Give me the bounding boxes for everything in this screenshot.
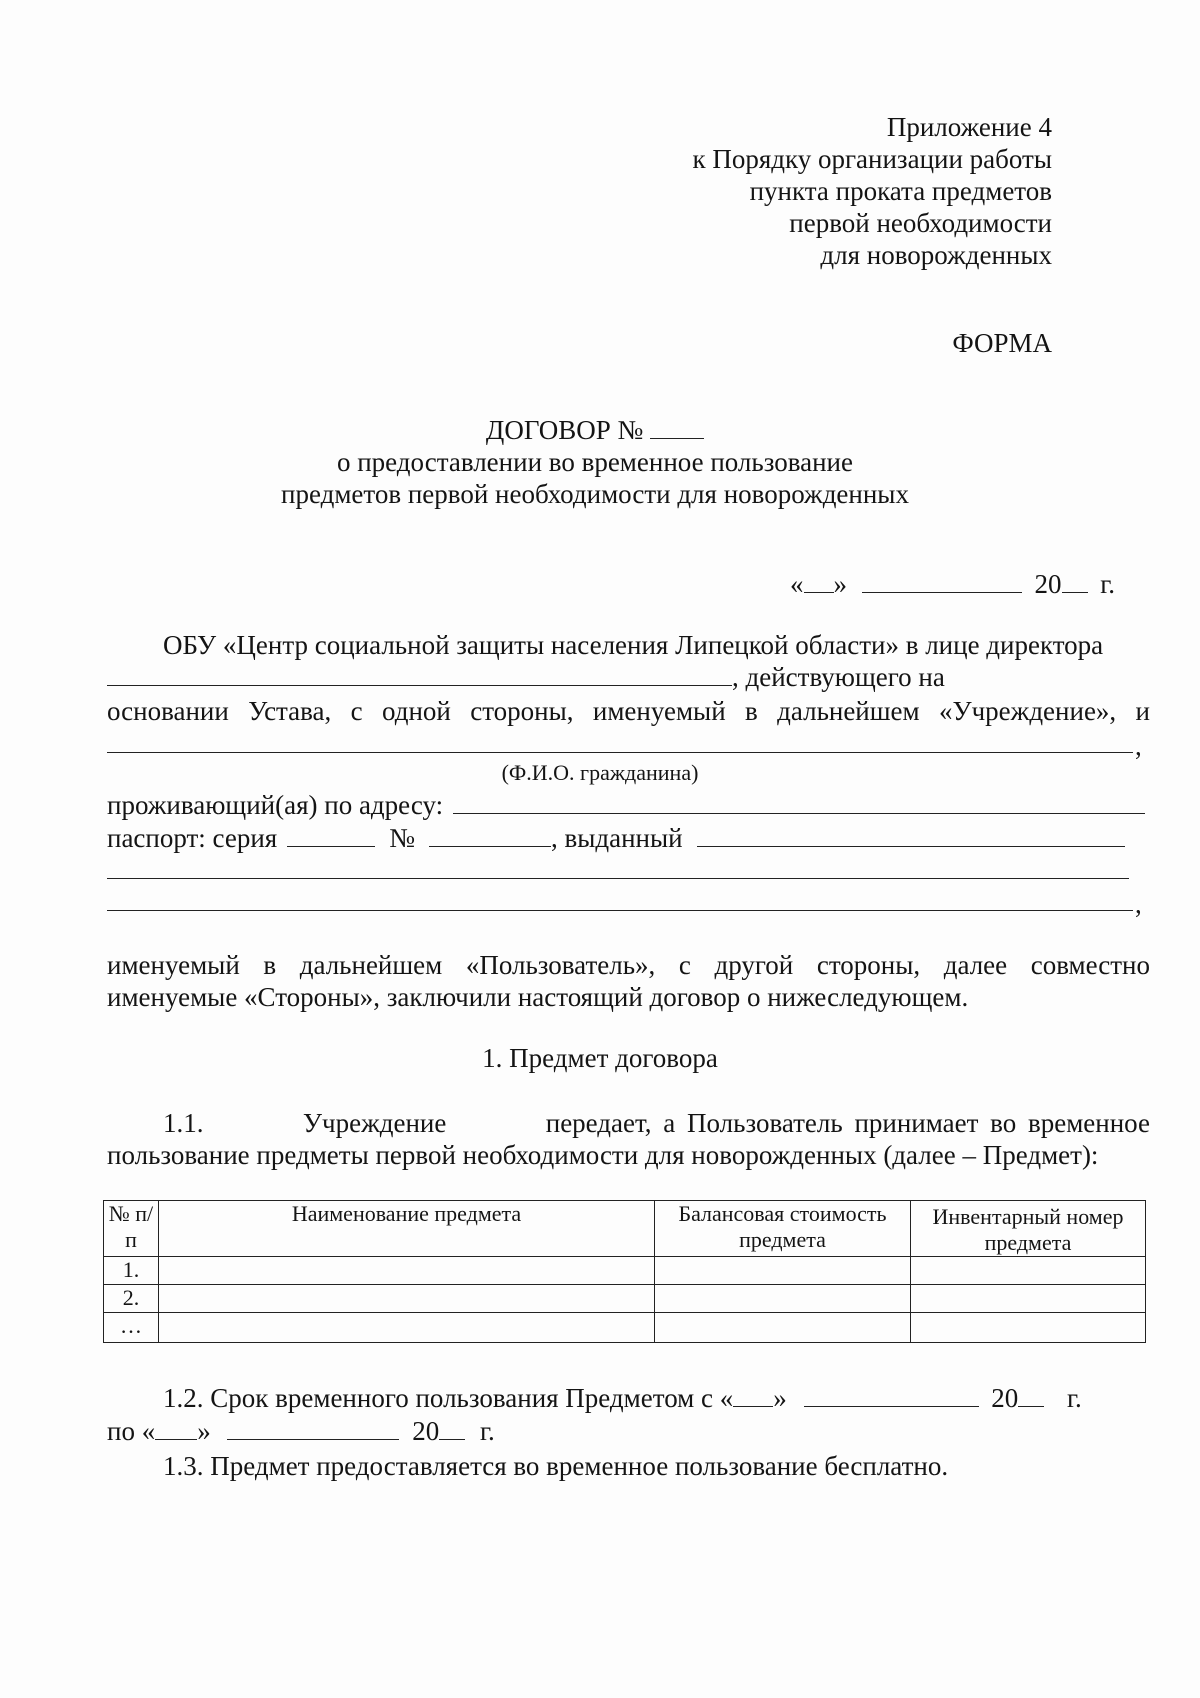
appendix-line: для новорожденных [820,240,1052,270]
form-label: ФОРМА [952,328,1052,358]
item-name-cell[interactable] [159,1285,655,1313]
passport-number-blank [429,822,551,847]
title-line-1: ДОГОВОР № [230,414,960,446]
passport-line: паспорт: серия № , выданный [107,822,1125,854]
header-name: Наименование предмета [159,1201,655,1257]
basis-line: основании Устава, с одной стороны, именуемый в дальнейшем «Учреждение», и [107,696,1150,726]
end-month-blank [227,1415,399,1440]
table-row [104,1257,1146,1285]
clause-1-2-line-2: по « » 20 г. [107,1416,495,1446]
row-number: 2. [104,1285,159,1313]
appendix-line: пункта проката предметов [749,176,1052,206]
month-blank [862,568,1022,593]
parties-closing: именуемый в дальнейшем «Пользователь», с другой стороны, далее совместно именуемые «Стороны», заключили настоящий договор о нижеследующем. [107,950,1150,1012]
year-blank [1062,568,1088,593]
header-cost: Балансовая стоимость предмета [655,1201,911,1257]
fio-caption: (Ф.И.О. гражданина) [501,760,699,785]
item-name-cell[interactable] [159,1313,655,1343]
address-blank [453,789,1145,814]
start-month-blank [804,1382,979,1407]
director-line: , действующего на [107,661,945,693]
clause-1-1-line-1: 1.1. Учреждение передает, а Пользователь принимает во временное [163,1108,1150,1138]
passport-issued-blank [697,822,1125,847]
item-inventory-cell[interactable] [911,1313,1146,1343]
clause-1-1-line-2: пользование предметы первой необходимости для новорожденных (далее – Предмет): [107,1140,1099,1170]
issued-by-blank-2 [107,910,1133,911]
table-header-row [104,1201,1146,1257]
end-day-blank [155,1415,197,1440]
start-year-blank [1018,1382,1044,1407]
header-inventory: Инвентарный номер предмета [911,1201,1146,1257]
header-num: № п/п [104,1201,159,1257]
item-inventory-cell[interactable] [911,1257,1146,1285]
row-number: … [104,1313,159,1343]
issued-line-comma: , [1135,889,1142,919]
table-row [104,1285,1146,1313]
clause-1-3: 1.3. Предмет предоставляется во временное пользование бесплатно. [163,1451,949,1481]
clause-1-1 [107,1107,1150,1171]
contract-title [230,414,960,510]
day-blank [804,568,834,593]
title-line-2: о предоставлении во временное пользование [336,447,853,477]
item-cost-cell[interactable] [655,1257,911,1285]
appendix-header [452,111,1052,271]
row-number: 1. [104,1257,159,1285]
item-inventory-cell[interactable] [911,1285,1146,1313]
item-name-cell[interactable] [159,1257,655,1285]
citizen-name-blank [107,752,1133,753]
date-line: « » 20 г. [790,569,1116,599]
table-row [104,1313,1146,1343]
section-1-heading: 1. Предмет договора [482,1043,718,1073]
appendix-line: Приложение 4 [886,112,1052,142]
citizen-line-comma: , [1135,731,1142,761]
passport-series-blank [287,822,375,847]
contract-number-blank [650,414,704,439]
address-line: проживающий(ая) по адресу: [107,789,1145,821]
start-day-blank [733,1382,773,1407]
title-line-3: предметов первой необходимости для новорожденных [281,479,909,509]
item-cost-cell[interactable] [655,1285,911,1313]
item-cost-cell[interactable] [655,1313,911,1343]
items-table [103,1200,1146,1343]
clause-1-2-line-1: 1.2. Срок временного пользования Предметом с « » 20 г. [163,1383,1082,1413]
appendix-line: первой необходимости [789,208,1052,238]
parties-intro: ОБУ «Центр социальной защиты населения Липецкой области» в лице директора [163,630,1104,660]
appendix-line: к Порядку организации работы [692,144,1052,174]
end-year-blank [439,1415,465,1440]
director-name-blank [107,661,732,686]
issued-by-blank-1 [107,878,1129,879]
